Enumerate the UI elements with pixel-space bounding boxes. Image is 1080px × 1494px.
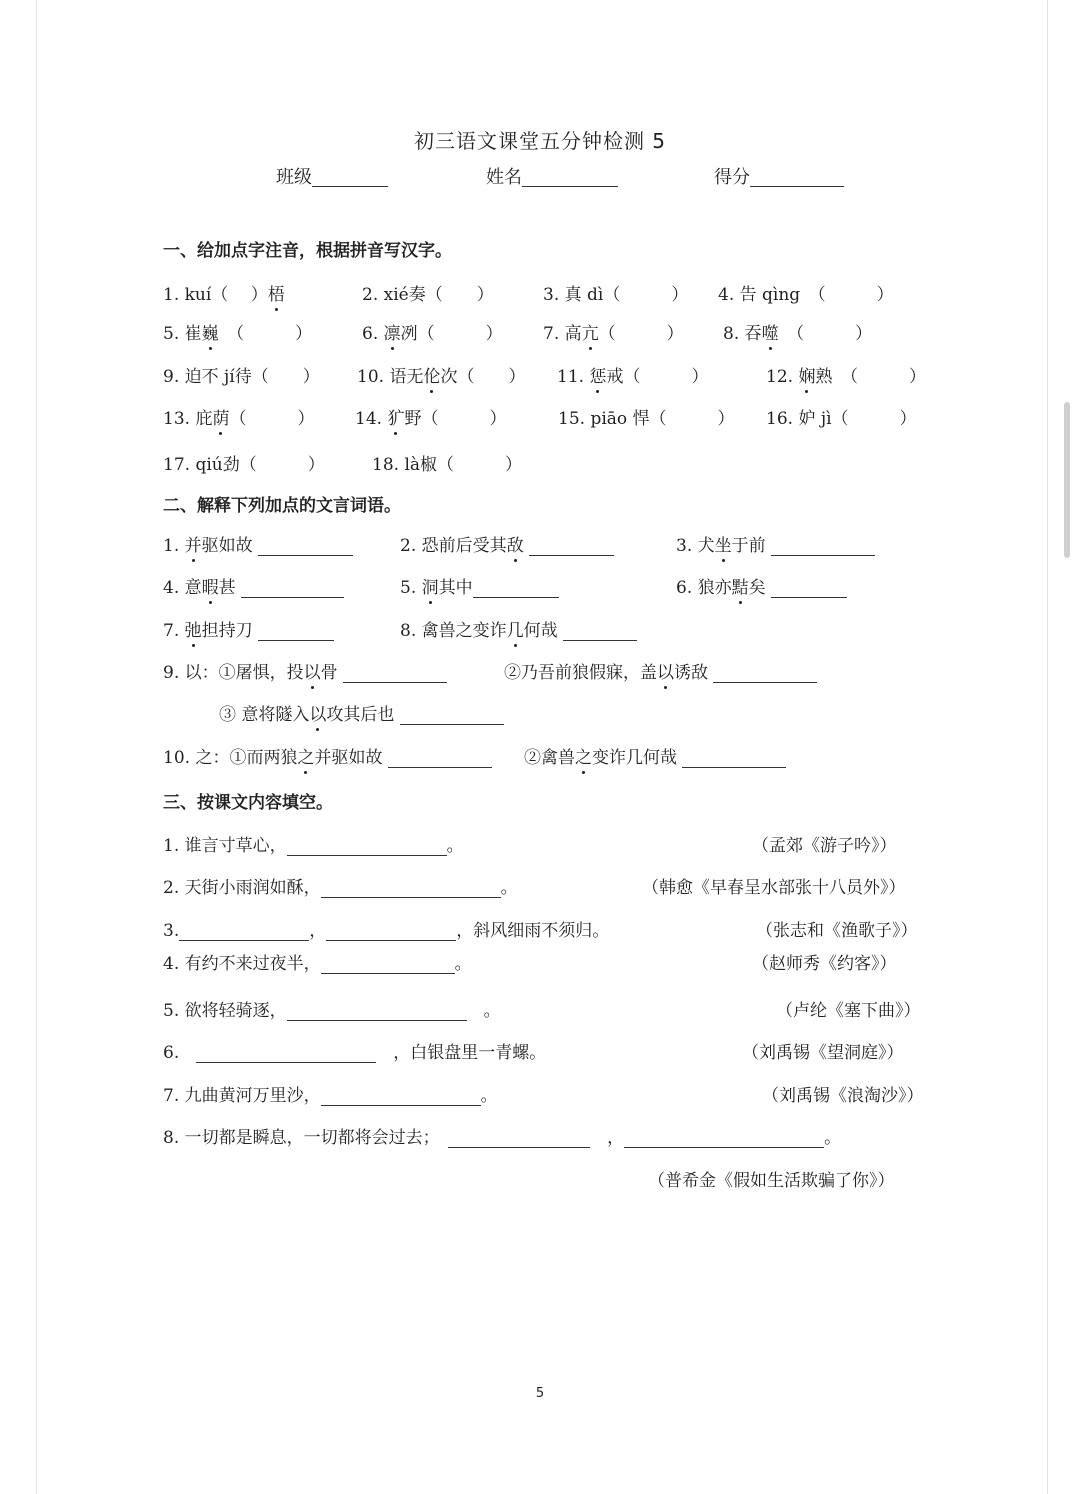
s2-item-5: 5. 洞其中: [400, 573, 559, 598]
s3-item-2: 2. 天街小雨润如酥， 。: [163, 878, 518, 898]
s1-item-16: 16. 妒 jì（ ）: [766, 409, 917, 429]
s1-item-12: 12. 娴熟 （ ）: [766, 362, 926, 387]
s3-source-7: （刘禹锡《浪淘沙》）: [762, 1086, 924, 1106]
s2-item-10-1: 10. 之：①而两狼之并驱如故: [163, 743, 492, 768]
s2-item-6: 6. 狼亦黠矣: [676, 573, 847, 598]
score-field: 得分: [714, 163, 844, 189]
s3-item-1: 1. 谁言寸草心， 。: [163, 836, 464, 856]
s3-source-4: （赵师秀《约客》）: [752, 954, 897, 974]
s3-item-8: 8. 一切都是瞬息，一切都将会过去； ， 。: [163, 1128, 842, 1148]
page-title: 初三语文课堂五分钟检测 5: [413, 129, 667, 153]
s2-item-4: 4. 意暇甚: [163, 573, 344, 598]
s2-item-10-2: ②禽兽之变诈几何哉: [524, 743, 786, 768]
section-3-heading: 三、按课文内容填空。: [163, 793, 333, 813]
s3-source-2: （韩愈《早春呈水部张十八员外》）: [642, 878, 906, 898]
scrollbar-thumb[interactable]: [1064, 402, 1070, 558]
s1-item-10: 10. 语无伦次（ ）: [357, 362, 525, 387]
s3-source-1: （孟郊《游子吟》）: [752, 836, 897, 856]
s2-item-1: 1. 并驱如故: [163, 531, 353, 556]
s1-item-17: 17. qiú劲（ ）: [163, 455, 325, 475]
s1-item-15: 15. piāo 悍（ ）: [558, 409, 735, 429]
s2-item-9-1: 9. 以：①屠惧，投以骨: [163, 658, 447, 683]
s2-item-9-3: ③ 意将隧入以攻其后也: [219, 700, 504, 725]
class-field: 班级: [276, 163, 388, 189]
section-1-heading: 一、给加点字注音，根据拼音写汉字。: [163, 241, 452, 261]
s1-item-18: 18. là椒（ ）: [372, 455, 523, 475]
s2-item-9-2: ②乃吾前狼假寐，盖以诱敌: [504, 658, 817, 683]
s1-item-1: 1. kuí（ ）梧: [163, 280, 285, 305]
s1-item-11: 11. 惩戒（ ）: [557, 362, 708, 387]
s3-item-5: 5. 欲将轻骑逐， 。: [163, 1001, 501, 1021]
s3-source-8: （普希金《假如生活欺骗了你》）: [648, 1171, 895, 1191]
page-number: 5: [535, 1386, 545, 1401]
s1-item-13: 13. 庇荫（ ）: [163, 404, 314, 429]
s2-item-3: 3. 犬坐于前: [676, 531, 875, 556]
s1-item-3: 3. 真 dì（ ）: [543, 285, 689, 305]
s2-item-7: 7. 弛担持刀: [163, 616, 334, 641]
s3-item-3: 3. ， ，斜风细雨不须归。: [163, 921, 610, 941]
s1-item-5: 5. 崔巍 （ ）: [163, 319, 312, 344]
s1-item-7: 7. 高亢（ ）: [543, 319, 684, 344]
s3-item-7: 7. 九曲黄河万里沙， 。: [163, 1086, 498, 1106]
s3-source-3: （张志和《渔歌子》）: [756, 921, 918, 941]
s1-item-8: 8. 吞噬 （ ）: [723, 319, 872, 344]
s1-item-9: 9. 迫不 jí待（ ）: [163, 367, 320, 387]
s2-item-2: 2. 恐前后受其敌: [400, 531, 614, 556]
s3-source-6: （刘禹锡《望洞庭》）: [742, 1043, 904, 1063]
section-2-heading: 二、解释下列加点的文言词语。: [163, 496, 401, 516]
name-field: 姓名: [486, 163, 618, 189]
s3-source-5: （卢纶《塞下曲》）: [776, 1001, 921, 1021]
s1-item-2: 2. xié奏（ ）: [362, 285, 494, 305]
s1-item-4: 4. 告 qìng （ ）: [718, 285, 894, 305]
s2-item-8: 8. 禽兽之变诈几何哉: [400, 616, 637, 641]
s1-item-14: 14. 犷野（ ）: [355, 404, 506, 429]
s3-item-6: 6. ，白银盘里一青螺。: [163, 1043, 547, 1063]
s3-item-4: 4. 有约不来过夜半， 。: [163, 954, 472, 974]
s1-item-6: 6. 凛冽（ ）: [362, 319, 503, 344]
